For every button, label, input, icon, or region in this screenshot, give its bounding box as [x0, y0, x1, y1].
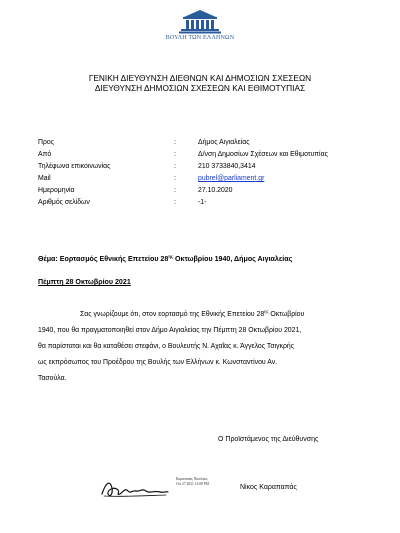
- body-line: [38, 304, 363, 323]
- handwritten-signature: [98, 474, 170, 502]
- digital-signature-stamp: [176, 477, 209, 487]
- stamp-timestamp: Oct 27 2021 12:08 PM: [176, 482, 209, 486]
- body-text-segment: Οκτωβρίου: [268, 311, 305, 318]
- subject-date: Πέμπτη 28 Οκτωβρίου 2021: [38, 278, 131, 286]
- meta-label: Ημερομηνία: [38, 187, 75, 194]
- stamp-signer: Καραπαπάς Νικόλαος: [176, 477, 208, 481]
- meta-colon: :: [174, 163, 176, 170]
- ordinal-superscript: ης: [168, 254, 174, 259]
- signatory-name: Νίκος Καραπαπάς: [240, 484, 297, 491]
- meta-colon: :: [174, 175, 176, 182]
- meta-colon: :: [174, 151, 176, 158]
- body-line: ως εκπρόσωπος του Προέδρου της Βουλής των Ελλήνων κ. Κωνσταντίνου Αν.: [38, 358, 278, 366]
- subject-prefix: Θέμα: Εορτασμός Εθνικής Επετείου 28: [38, 255, 169, 263]
- meta-value: 27.10.2020: [198, 187, 233, 194]
- header-directorate-general: ΓΕΝΙΚΗ ΔΙΕΥΘΥΝΣΗ ΔΙΕΘΝΩΝ ΚΑΙ ΔΗΜΟΣΙΩΝ ΣΧΕΣΕΩΝ: [88, 73, 312, 83]
- body-text-segment: Σας γνωρίζουμε ότι, στον εορτασμό της Εθνικής Επετείου 28: [80, 311, 265, 318]
- meta-label: Προς: [38, 139, 55, 146]
- meta-label: Από: [38, 151, 52, 158]
- meta-colon: :: [174, 139, 176, 146]
- email-link[interactable]: pubrel@parliament.gr: [198, 175, 265, 182]
- signatory-title: Ο Προϊστάμενος της Διεύθυνσης: [218, 436, 319, 443]
- subject-suffix: Οκτωβρίου 1940, Δήμος Αιγιαλείας: [173, 255, 293, 263]
- meta-value: Δήμος Αιγιαλείας: [198, 139, 250, 146]
- body-line: 1940, που θα πραγματοποιηθεί στον Δήμο Αιγιαλείας την Πέμπτη 28 Οκτωβρίου 2021,: [38, 326, 302, 334]
- letter-body: [38, 304, 363, 387]
- meta-colon: :: [174, 187, 176, 194]
- institution-caption: ΒΟΥΛΗ ΤΩΝ ΕΛΛΗΝΩΝ: [165, 35, 235, 41]
- parliament-building-logo: [178, 8, 222, 34]
- body-line: θα παρίσταται και θα καταθέσει στεφάνι, ο Βουλευτής Ν. Αχαΐας κ. Άγγελος Τσιγκρής: [38, 342, 295, 350]
- meta-value: -1-: [198, 199, 207, 206]
- meta-value: 210 3733840,3414: [198, 163, 256, 170]
- meta-label: Τηλέφωνα επικοινωνίας: [38, 163, 111, 170]
- meta-colon: :: [174, 199, 176, 206]
- subject-line: [38, 254, 292, 263]
- header-directorate: ΔΙΕΥΘΥΝΣΗ ΔΗΜΟΣΙΩΝ ΣΧΕΣΕΩΝ ΚΑΙ ΕΘΙΜΟΤΥΠΙΑΣ: [94, 83, 306, 93]
- body-line: Τασούλα.: [38, 374, 67, 382]
- ordinal-superscript: ης: [264, 309, 269, 314]
- meta-label: Αριθμός σελίδων: [38, 199, 90, 206]
- meta-value: Δ/νση Δημοσίων Σχέσεων και Εθιμοτυπίας: [198, 151, 328, 158]
- meta-label: Mail: [38, 175, 51, 182]
